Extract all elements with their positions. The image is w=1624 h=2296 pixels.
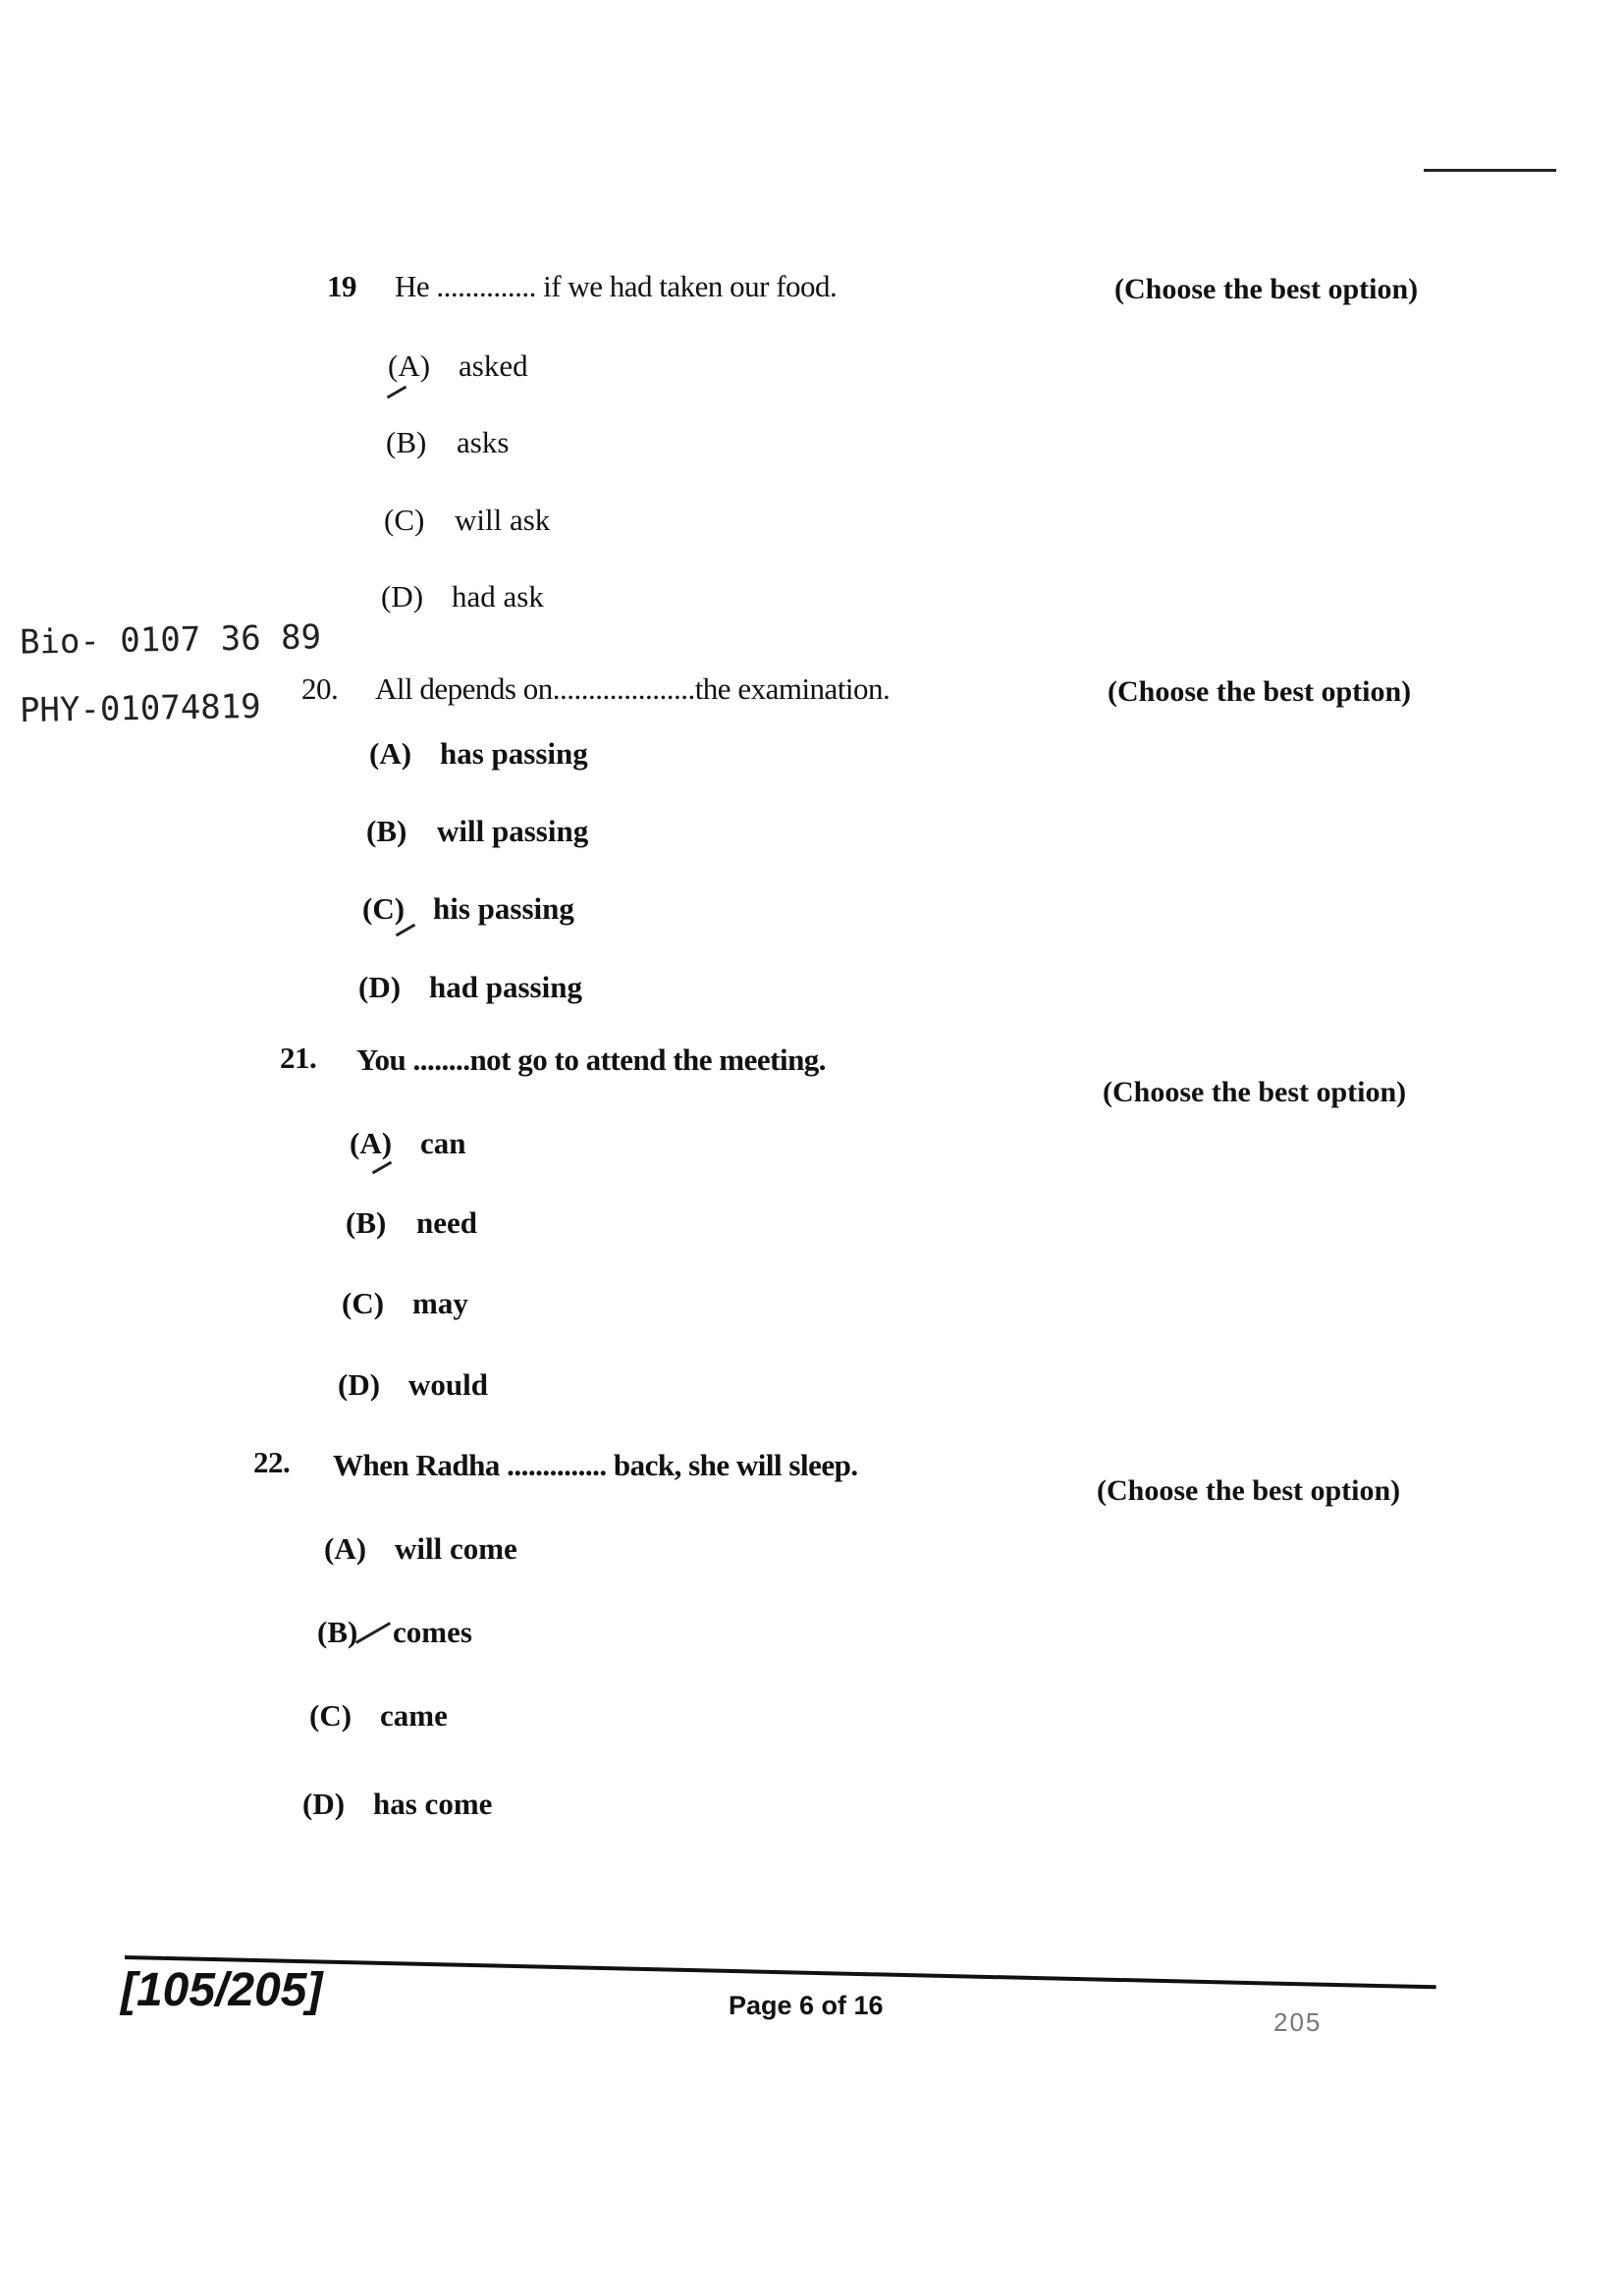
option-19-c: (C) will ask bbox=[384, 503, 551, 537]
paper-code: [105/205] bbox=[121, 1964, 323, 2016]
question-19-number: 19 bbox=[327, 269, 356, 303]
option-20-a: (A) has passing bbox=[369, 736, 588, 771]
question-22-text: When Radha .............. back, she will sleep. bbox=[333, 1448, 858, 1482]
question-21-instruction: (Choose the best option) bbox=[1103, 1076, 1407, 1108]
question-21-text: You ........not go to attend the meeting. bbox=[356, 1042, 827, 1077]
question-20-number: 20. bbox=[301, 671, 339, 706]
option-20-c: (C) his passing bbox=[362, 891, 574, 926]
stamp-number: 205 bbox=[1273, 2007, 1323, 2037]
option-21-c: (C) may bbox=[342, 1286, 468, 1320]
question-22-number: 22. bbox=[253, 1445, 291, 1479]
option-21-a: (A) can bbox=[350, 1126, 466, 1160]
option-20-d: (D) had passing bbox=[358, 970, 582, 1004]
page-number: Page 6 of 16 bbox=[729, 1991, 884, 2020]
question-21-number: 21. bbox=[280, 1041, 317, 1075]
tick-mark-icon bbox=[372, 1161, 393, 1175]
question-19-text: He .............. if we had taken our food. bbox=[395, 269, 838, 303]
option-22-b: (B) comes bbox=[317, 1615, 472, 1649]
top-rule bbox=[1424, 169, 1556, 172]
option-19-d: (D) had ask bbox=[381, 579, 544, 614]
option-22-c: (C) came bbox=[309, 1698, 448, 1733]
option-22-a: (A) will come bbox=[324, 1531, 517, 1566]
option-22-d: (D) has come bbox=[302, 1787, 493, 1821]
question-22-instruction: (Choose the best option) bbox=[1097, 1474, 1401, 1507]
question-20-text: All depends on....................the examination. bbox=[375, 671, 891, 706]
option-21-d: (D) would bbox=[338, 1367, 488, 1402]
question-19-instruction: (Choose the best option) bbox=[1114, 273, 1419, 305]
question-20-instruction: (Choose the best option) bbox=[1108, 675, 1412, 708]
tick-mark-icon bbox=[387, 386, 407, 400]
option-21-b: (B) need bbox=[346, 1205, 477, 1240]
handwritten-note-phy: PHY-01074819 bbox=[19, 686, 261, 731]
option-19-a: (A) asked bbox=[388, 348, 528, 383]
option-19-b: (B) asks bbox=[386, 425, 510, 459]
handwritten-note-bio: Bio- 0107 36 89 bbox=[19, 617, 322, 663]
option-20-b: (B) will passing bbox=[366, 814, 589, 848]
